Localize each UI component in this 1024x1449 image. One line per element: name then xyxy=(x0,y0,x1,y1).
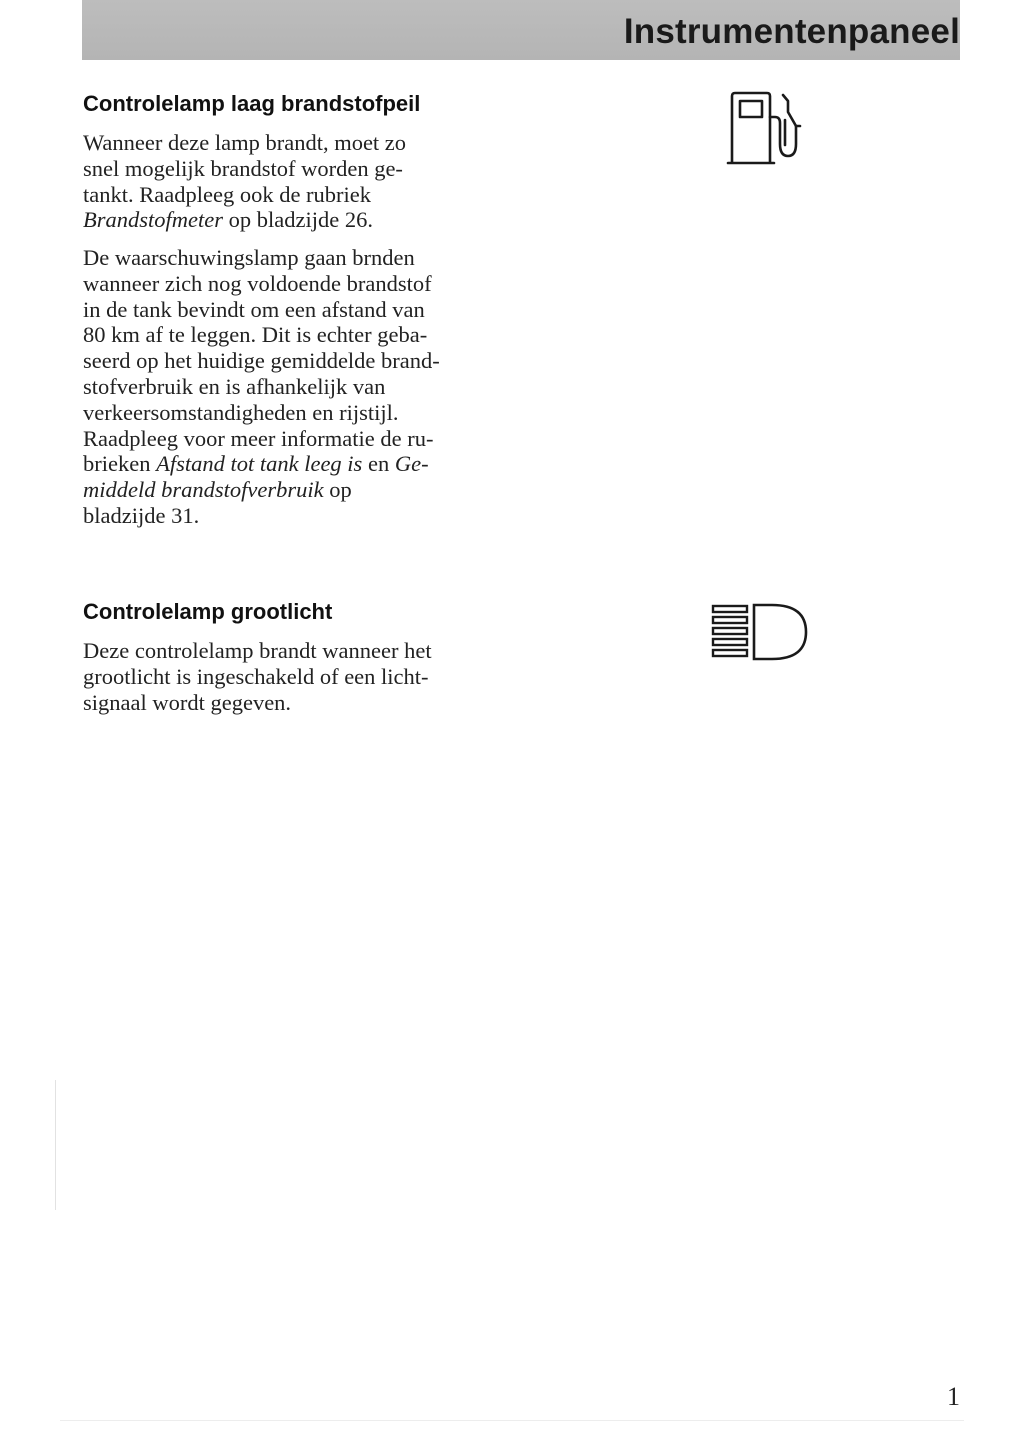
paragraph-text: op bladzijde 31. xyxy=(83,477,352,528)
section-heading-high-beam: Controlelamp grootlicht xyxy=(83,599,333,624)
paragraph-high-beam: Deze controlelamp brandt wanneer het grootlicht is ingeschakeld of een licht- signaal wordt gegeven. xyxy=(83,638,432,715)
page-title: Instrumentenpaneel xyxy=(623,12,960,51)
scan-bottom-line xyxy=(60,1420,964,1421)
reference-brandstofmeter: Brandstofmeter xyxy=(83,207,223,233)
scan-margin-line xyxy=(55,1080,56,1210)
header-band xyxy=(82,0,960,60)
paragraph-fuel-1 xyxy=(83,130,523,233)
paragraph-text: De waarschuwingslamp gaan brnden wanneer zich nog voldoende brandstof in de tank bevindt om een afstand van 80 km af te leggen. Dit is echter geba- seerd op het huidige gemiddelde brand- stofverbruik en is afhankelijk van verkeersomstandigheden en rijstijl. Raadpleeg voor meer informatie de ru- brieken xyxy=(83,245,440,477)
section-heading-fuel: Controlelamp laag brandstofpeil xyxy=(83,91,421,116)
paragraph-text: op bladzijde 26. xyxy=(223,207,373,233)
paragraph-text: en xyxy=(362,451,395,477)
page-number: 1 xyxy=(947,1382,960,1411)
paragraph-fuel-2 xyxy=(83,245,523,529)
paragraph-text: Wanneer deze lamp brandt, moet zo snel mogelijk brandstof worden ge- tankt. Raadpleeg ook de rubriek xyxy=(83,130,407,207)
high-beam-icon xyxy=(710,602,812,664)
reference-afstand-tot-tank-leeg: Afstand tot tank leeg is xyxy=(156,451,363,477)
reference-gemiddeld-brandstofverbruik: Ge- middeld brandstofverbruik xyxy=(83,451,429,503)
fuel-pump-icon xyxy=(726,90,812,166)
